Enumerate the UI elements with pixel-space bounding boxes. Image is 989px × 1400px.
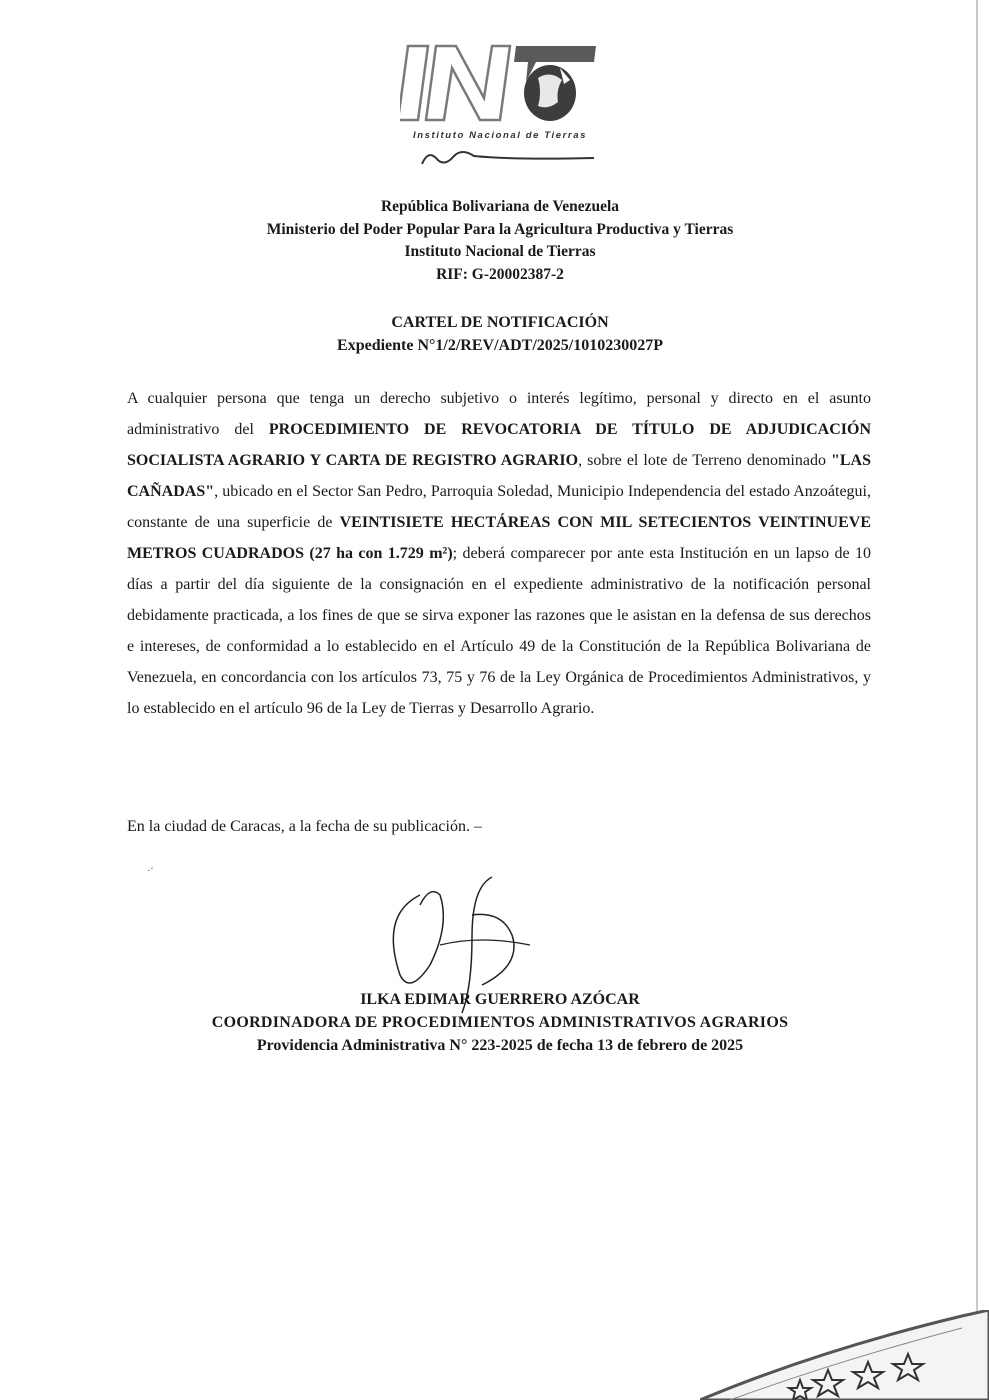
header-line-ministry: Ministerio del Poder Popular Para la Agricultura Productiva y Tierras (266, 220, 734, 238)
body-bold-land-name: "LAS CAÑADAS" (127, 452, 871, 500)
int-logo-icon (400, 38, 600, 128)
header-line-rif: RIF: G-20002387-2 (436, 265, 564, 283)
header-line-institute: Instituto Nacional de Tierras (404, 243, 596, 260)
signer-name: ILKA EDIMAR GUERRERO AZÓCAR (360, 991, 640, 1008)
ink-specks: ·‘ (147, 866, 154, 877)
expediente-number: Expediente N°1/2/REV/ADT/2025/1010230027P (337, 337, 663, 354)
closing-line: En la ciudad de Caracas, a la fecha de su publicación. – (127, 818, 482, 835)
body-text-4: ; deberá comparecer por ante esta Institución en un lapso de 10 días a partir del día siguiente de la consignación en el expediente administrativo de la notificación personal debidamente practicada, a los fines de que se sirva exponer las razones que le asistan en la defensa de sus derechos e intereses, de conformidad a lo establecido en el Artículo 49 de la Constitución de la República Bolivariana de Venezuela, en concordancia con los artículos 73, 75 y 76 de la Ley Orgánica de Procedimientos Administrativos, y lo establecido en el artículo 96 de la Ley de Tierras y Desarrollo Agrario. (127, 545, 872, 717)
body-text-3: , ubicado en el Sector San Pedro, Parroquia Soledad, Municipio Independencia del estado Anzoátegui, constante de una superficie de (127, 483, 871, 531)
logo-swoosh-icon (400, 142, 600, 172)
body-bold-procedure: PROCEDIMIENTO DE REVOCATORIA DE TÍTULO DE ADJUDICACIÓN SOCIALISTA AGRARIO Y CARTA DE REGISTRO AGRARIO (127, 421, 871, 469)
body-bold-surface: VEINTISIETE HECTÁREAS CON MIL SETECIENTOS VEINTINUEVE METROS CUADRADOS (27 ha con 1.729 m²) (127, 514, 871, 562)
logo-caption: Instituto Nacional de Tierras (413, 130, 587, 141)
body-text-1: A cualquier persona que tenga un derecho subjetivo o interés legítimo, personal y directo en el asunto administrativo del (127, 390, 871, 438)
int-logo (400, 38, 600, 170)
notice-title-block (0, 311, 989, 357)
signer-providencia: Providencia Administrativa N° 223-2025 de fecha 13 de febrero de 2025 (256, 1037, 744, 1054)
notice-title: CARTEL DE NOTIFICACIÓN (391, 314, 609, 331)
institution-header (0, 196, 989, 286)
header-line-republic: República Bolivariana de Venezuela (380, 198, 620, 215)
body-text-2: , sobre el lote de Terreno denominado (578, 452, 831, 469)
seal-icon (700, 1310, 989, 1400)
signer-role: COORDINADORA DE PROCEDIMIENTOS ADMINISTRATIVOS AGRARIOS (211, 1014, 789, 1031)
signer-block (0, 988, 989, 1057)
notice-body (127, 383, 871, 724)
